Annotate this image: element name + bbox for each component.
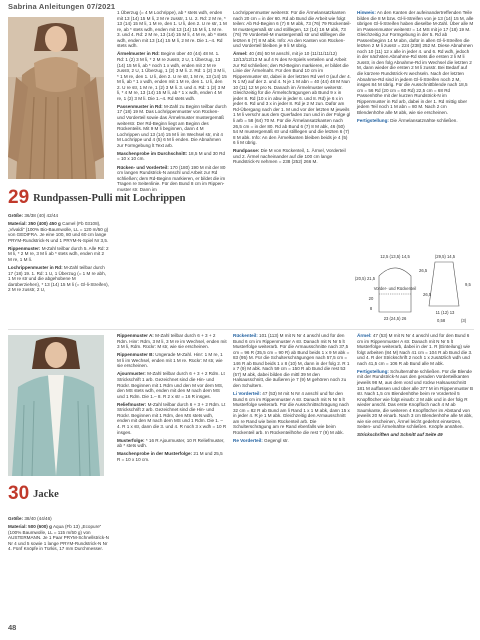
p1-mid-column <box>117 10 227 326</box>
p2-mid-para: Musterfolge: * 16 R Ajourmuster, 10 R Reliefmuster, ab * stets wdh. <box>117 437 225 449</box>
page-number: 48 <box>8 623 17 632</box>
schem-ruler-label: 26,5 <box>423 292 432 297</box>
photo-pulli-illustration <box>8 17 104 179</box>
p1-mid-para: 1 Überzug (= 4 M Lochrippe), ab * stets wdh, enden mit 13 (14) 15 M li, 2 M re zusstr, 1 U. 2. Rd: 2 M re, * 13 (14) 15 M li, 1 M re, den 1. U li, den 2. U re str, 1 M re, ab * stets wdh, enden mit 13 (14) 15 M li, 1 M re. 3. und 4. Rd: 2 M re, 13 (14) 15 M li, 4 M re, ab * stets wdh, enden mit 13 (14) 15 M li, 2 M re. Die 1.–4. Rd stets wdh. <box>117 10 227 49</box>
p2-left-column <box>8 516 109 621</box>
p1-left-para: Lochrippenmuster in Rd: M-Zahl teilbar durch 17 (18) 19. 1. Rd: 1 U, 1 Überzug (= 1 M re abh, 1 M re str und die abgehobene M darüberziehen), * 13 (14) 15 M li (= Gl-li-Streifen), 2 M re zusstr, 2 U, <box>8 265 109 293</box>
p2-mid-para: Ajourmuster: M-Zahl teilbar durch 6 + 3 + 2 Rdm. Lt Strickschrift 1 arb. Gezeichnet sind die Hin- und Rückr. Beginnen mit 1 Rdm und den M vor dem MS, den MS stets wdh, enden mit den M nach dem MS und 1 Rdm. Die 1.– 8. R 2 x str = 16 R insges. <box>117 371 225 399</box>
project-number: 29 <box>8 187 30 208</box>
schem-right-height-label: 9,5 <box>465 282 471 287</box>
schematic-sleeve-outline <box>429 262 459 306</box>
schem-side-label: 26,5 <box>419 268 428 273</box>
p2-right-para: Li Vorderteil: 47 (53) M mit N Nr 4 anschl und für den Bund 6 cm im Rippenmuster A str. Danach mit N Nr 5 lt Musterfolge weiterarb. Für die Ausschnittschrägung nach 32 cm = 82 R ab Bund am li Rand 1 x 1 M abk, dann 15 x in jeder 4. R je 1 M abk. Gleichzeitig den Armausschnitt am re Rand wie beim Rückenteil arb. Die Schulterschrägung am re Rand ebenfalls wie beim Rückenteil arb. In Rückenteilhöhe die rest 7 (9) M abk. <box>233 391 350 435</box>
p1-mid-para: Rücken- und Vorderteil: 170 (180) 190 M mit der 80 cm langen Rundstrick-N anschl und Arbeit zur Rd schließen; dem Rd-Beginn markieren, er bildet die im Tragen re Seitenlinie. Für den Bund 8 cm im Rippen-muster str. Dann im <box>117 164 226 192</box>
p1-left-column <box>8 213 109 326</box>
p1-right-column <box>233 10 351 326</box>
p2-far-column <box>357 333 474 623</box>
p2-far-note: Strickschriften und Schnitt auf Seite 49 <box>357 432 443 438</box>
project-name: Rundpassen-Pulli mit Lochrippen <box>33 192 186 204</box>
p2-right-para: Rückenteil: 101 (113) M mit N Nr 4 anschl und für den Bund 6 cm im Rippenmuster A str. Danach mit N Nr 5 lt Musterfolge weiterarb. Für die Armausschnitte nach 37,5 cm = 96 R (35,5 cm = 90 R) ab Bund beids 1 x 9 M abk = 83 (95) M. Für die Schulterschrägungen nach 57,5 cm = 146 R ab Bund beids 1 x 8 (10) M, dann in der folg 2. R 1 x 7 (9) M abk. Nach 59 cm = 150 R ab Bund die rest 53 (57) M abk, dabei bilden die mittl 39 M den Halsausschnitt, die äußeren je 7 (9) M gehören noch zu den Schultern. <box>233 333 350 388</box>
p2-far-para: Ärmel: 47 (53) M mit N Nr 4 anschl und für den Bund 6 cm im Rippenmuster A str. Danach mit N Nr 5 lt Musterfolge weiterarb, dabei in der 1. R (Einteilung) wie folgt arbeiten (84 M) Nach 41 cm = 104 R ab Bund die 3. und 4. R der Strickschrift 2 noch 1 x zusätzlich wdh und nach 41,5 cm = 106 R ab Bund alle M abk. <box>357 333 473 366</box>
p1-right-para: Ärmel: 40 (45) 50 M anschl, mit je 10 (11/11/11/12) 12/13/12/13 M auf 4 N des N-Spiels verteilen und Arbeit zur Rd schließen; den Rd-Beginn markieren, er bildet die Linie der Ärmelnaht. Für den Bund 10 cm im Rippenmuster str, dabei in der letzten Rd verl 0 (auf der 4. N 1 M) auf der 2. und 4. N je 1 M abn = 40 (44) 48 M Nun 10 (11) 12 M pro N. Danach im Ärmelmuster weiterstr. Gleichzeitig für die Ärmelschrägungen ab Bund 9 x in jeder 8. Rd (10 x in abw in jeder 6. und 8. Rd) je 6 x in jeder 6. Rd und 3 x in jeder 8. Rd je 2 M zun. Dafür am Rd-Übergang nach der 1. M und vor der letzten M jeweils 1 M li verschr aus dem Querfaden zun und in der Folge gl li arb = 58 (64) 70 M. Für die Ärmelansatzkanten nach 26,5 cm = in der 80. Rd ab Bund 6 (7) 8 M abk, 46 (50) 54 M mustergemäß str und stilllegen und die letzten 6 (7) 8 M abk. Info: An den Ärmelkanten bleiben beids je 4 (5) 6 li M übrig. <box>233 51 351 146</box>
p1-far-para: Fertigstellung: Die Ärmelansatznähte schließen. <box>357 117 458 123</box>
schem-right-bottom-label: (3) <box>461 318 467 323</box>
p1-mid-para: Ärmelmuster in Rd: Beginn über 40 (44) 48 M. 1. Rd: 1 (2) 3 M li, * 2 M re zusstr, 2 U, 1 Überzug, 13 (14) 15 M li, ab * noch 1 x wdh, enden mit 2 M re zusstr, 2 U, 1 Überzug, 1 (2) 3 M li. 2. Rd: 1 (2) 3 M li, * 1 M re, den 1. U li, den 2. U re str, 1 M re, 13 (14) 15 M li, ab * 1 x wdh, enden mit 1 M re, den 1. U li, den 2. U re str, 1 M re, 1 (2) 3 M li. 3. und 4. Rd: 1 (2) 3 M li, * 4 M re, 13 (14) 15 M li, ab * 1 x wdh, enden 4 M re, 1 (2) 3 M li. Die 1.–4. Rd stets wdh. <box>117 51 227 101</box>
schem-left-height-label: 20 <box>368 296 374 301</box>
p2-left-para: Größe: 38/40 (44/46) <box>8 516 52 521</box>
schem-top-label: 12,5 (13,5) 14,5 <box>380 254 410 259</box>
p1-right-para: Lochrippenmuster weiterstr. Für die Ärmelansatzkanten nach 20 cm = in der 60. Rd ab Bund die Arbeit wie folgt teilen: Ab Rd-Beginn 6 (7) 8 M abk, 73 (76) 79 Rückenteil-M mustergemäß str und stilllegen, 12 (14) 16 M abk, 73 (76) 79 Vorderteil-M mustergemäß str und stilllegen die letzten 6 (7) 8 M abk. Info: An den Kanten von Rücken- und Vorderteil bleiben je 9 li M übrig. <box>233 10 351 49</box>
schem-right-width-label: 11 (12) 13 <box>435 310 455 315</box>
p2-mid-para: Maschenprobe in der Musterfolge: 21 M und 25,5 R = 10 x 10 cm. <box>117 451 223 462</box>
p1-left-para: Rippenmuster: M-Zahl teilbar durch 5. Alle Rd: 2 M li, * 2 M re, 3 M li ab * stets wdh, enden mit 2 M re, 1 M li. <box>8 245 109 263</box>
photo-jacke-illustration <box>8 335 104 476</box>
p2-far-para: Fertigstellung: Schulternähte schließen. Für die Blende mit der Rundstrick-N aus den geraden Vorderteilkanten jeweils 98 M, aus dem vord und rückw Halsausschnitt 181 M auffassen und über alle 377 M im Rippenmuster B str. Nach 1,5 cm Blendenhöhe beim re Vorderteil 5 Knopflöcher wie folgt einarb: 2 M abk und in der folg R wieder anschl. Das erste Knopfloch nach 4 M ab Saumkante, die weiteren 4 Knopflöcher im Abstand von jeweils 20 M einarb. Nach 3 cm Blendenhöhe alle M abk, wie sie erscheinen, Ärmel leicht gedehnt einsetzen, Seiten- und Ärmelnähte schließen. Knöpfe annähen. <box>357 368 474 430</box>
p1-far-para: Hinweis: An den Kanten der aufeinandertreffenden Teile bilden die 8 M bzw. Gl-li-Streifen von je 13 (14) 15 M, alle übrigen Gl-li-Streifen haben dieselbe M-Zahl. Über alle M im Passenmuster weiterstr = 14 MS mit je 17 (18) 19 M. Gleichzeitig zur Formgebung in der 5. Rd ab Passenbeginn 14 M abn, dafür in allen Gl-li-Streifen die letzten 2 M li zusstr = 224 (238) 252 M. Diese Abnahmen noch 10 (11) 12 x alle in jeder 4. und 6. Rd wdh, jedoch in der nächsten Abnahme-Rd stets die ersten 2 li M li zusstr, in den folg Abnahme-Rd im Wechsel die letzten 2 M, dann wieder die ersten 2 M li zusstr. Bei Bedarf auf die kürzere Rundstrick-N wechseln. Nach der letzten Abnahme-Rd sind in jedem Gl-li-Streifen noch 2 M, insges 84 M übrig. Für die Ausschnittblende nach 18,5 cm = 56 Rd (20 cm = 60 Rd) 22,5 cm = 68 Rd Passenhöhe mit der kurzen Rundstrick-N im Rippenmuster in Rd arb, dabei in der 1. Rd mittig über jedem Teil noch 1 M abn = 80 M. Nach 2 cm Blendenhöhe alle M abk, wie sie erscheinen. <box>357 10 474 115</box>
p2-left-para: Material: 500 (600) g Aqua (Fb 13) „Ecopure“ (100% Baumwolle, LL = 115 m/50 g) von AUSTERMANN. Je 1 Paar PRYM-Schnellstrick-N Nr 4 und 5 sowie 1 lange PRYM-Rundstrick-N Nr 4. Fünf Knöpfe in Türkis, 17 mm Durchmesser. <box>8 524 109 552</box>
project-title-30 <box>8 485 59 503</box>
page-header: Sabrina Anleitungen 07/2021 <box>8 2 116 11</box>
photo-rundpassen-pulli <box>8 17 104 179</box>
schem-mid-height-label: 8 <box>369 306 373 311</box>
p2-mid-para: Reliefmuster: M-Zahl teilbar durch 6 + 3 + 2 Rdm. Lt Strickschrift 2 arb. Gezeichnet sind die Hin- und Rückr. Beginnen mit 1 Rdm, den MS stets wdh, enden mit den M nach dem MS und 1 Rdm. Die 1. – 4. R 1 x str, dann die 3. und 4. R noch 3 x wdh = 10 R insges. <box>117 401 227 435</box>
p2-mid-para: Rippenmuster A: M-Zahl teilbar durch 6 + 3 + 2 Rdm. Hinr: Rdm, 3 M li, 3 M re im Wechsel, enden mit 3 M li, Rdm. Rückr: M str, wie sie erscheinen. <box>117 333 227 350</box>
p2-right-column <box>233 333 351 623</box>
p1-left-para: Material: 350 (400) 450 g Camel (Fb 03108), „Vivaldi“ (100% Bio-Baumwolle, LL = 120 m/50 g) von GEDIFRA. Je eine 100, 80 und 60 cm lange PRYM-Rundstrick-N und 1 PRYM-N-Spiel Nr 3,5. <box>8 221 109 243</box>
schem-right-top-label: (29,5) 14,5 <box>434 254 456 259</box>
photo-jacke <box>8 335 104 476</box>
schem-bottom-left-label: (20,5) 21,5 <box>354 276 376 281</box>
section-divider <box>8 329 474 330</box>
p1-mid-para: Maschenprobe im Durchschnitt: 18,5 M und 30 Rd = 10 x 10 cm. <box>117 150 225 162</box>
p2-mid-para: Rippenmuster B: Ungerade M-Zahl. Hinr: 1 M re, 1 M li im Wechsel, enden mit 1 M re. Rückr: M str, wie sie erscheinen. <box>117 352 223 369</box>
p2-mid-column <box>117 333 227 623</box>
p1-far-column <box>357 10 474 248</box>
schem-center-label: Vorder- und Rückenteil <box>373 286 417 291</box>
schem-bottom-label: 23 (24,5) 26 <box>383 316 407 321</box>
p2-right-para: Re Vorderteil: Gegengl str. <box>233 438 289 444</box>
project-name: Jacke <box>33 488 59 500</box>
schem-right-bottom2-label: 0,58 <box>437 318 446 323</box>
sweater-schematic <box>354 250 474 326</box>
p1-left-para: Größe: 36/38 (40) 42/44 <box>8 213 59 218</box>
p1-mid-para: Passenmuster in Rd: M-Zahl zu Beginn teilbar durch 17 (18) 19 M. Das Lochrippenmuster von Rücken- und Vorderteil sowie das Ärmelmuster mustergemäß weiterstr. Der Rd-Beginn liegt am Beginn des Rückenteils. Mit 9 M li beginnen, dann 4 M Lochrippen und 13 (14) 15 M li im Wechsel str, mit 4 M Lochrippe und 4 (5) 6 M li enden. Die Abnahmen zur Formgebung lt Text arb. <box>117 103 227 148</box>
p1-right-para: Rundpasse: Die M von Rückenteil, 1. Ärmel, Vorderteil und 2. Ärmel nacheinander auf die 100 cm lange Rundstrick-N nehmen = 238 (252) 266 M. <box>233 148 346 165</box>
project-number: 30 <box>8 483 30 504</box>
